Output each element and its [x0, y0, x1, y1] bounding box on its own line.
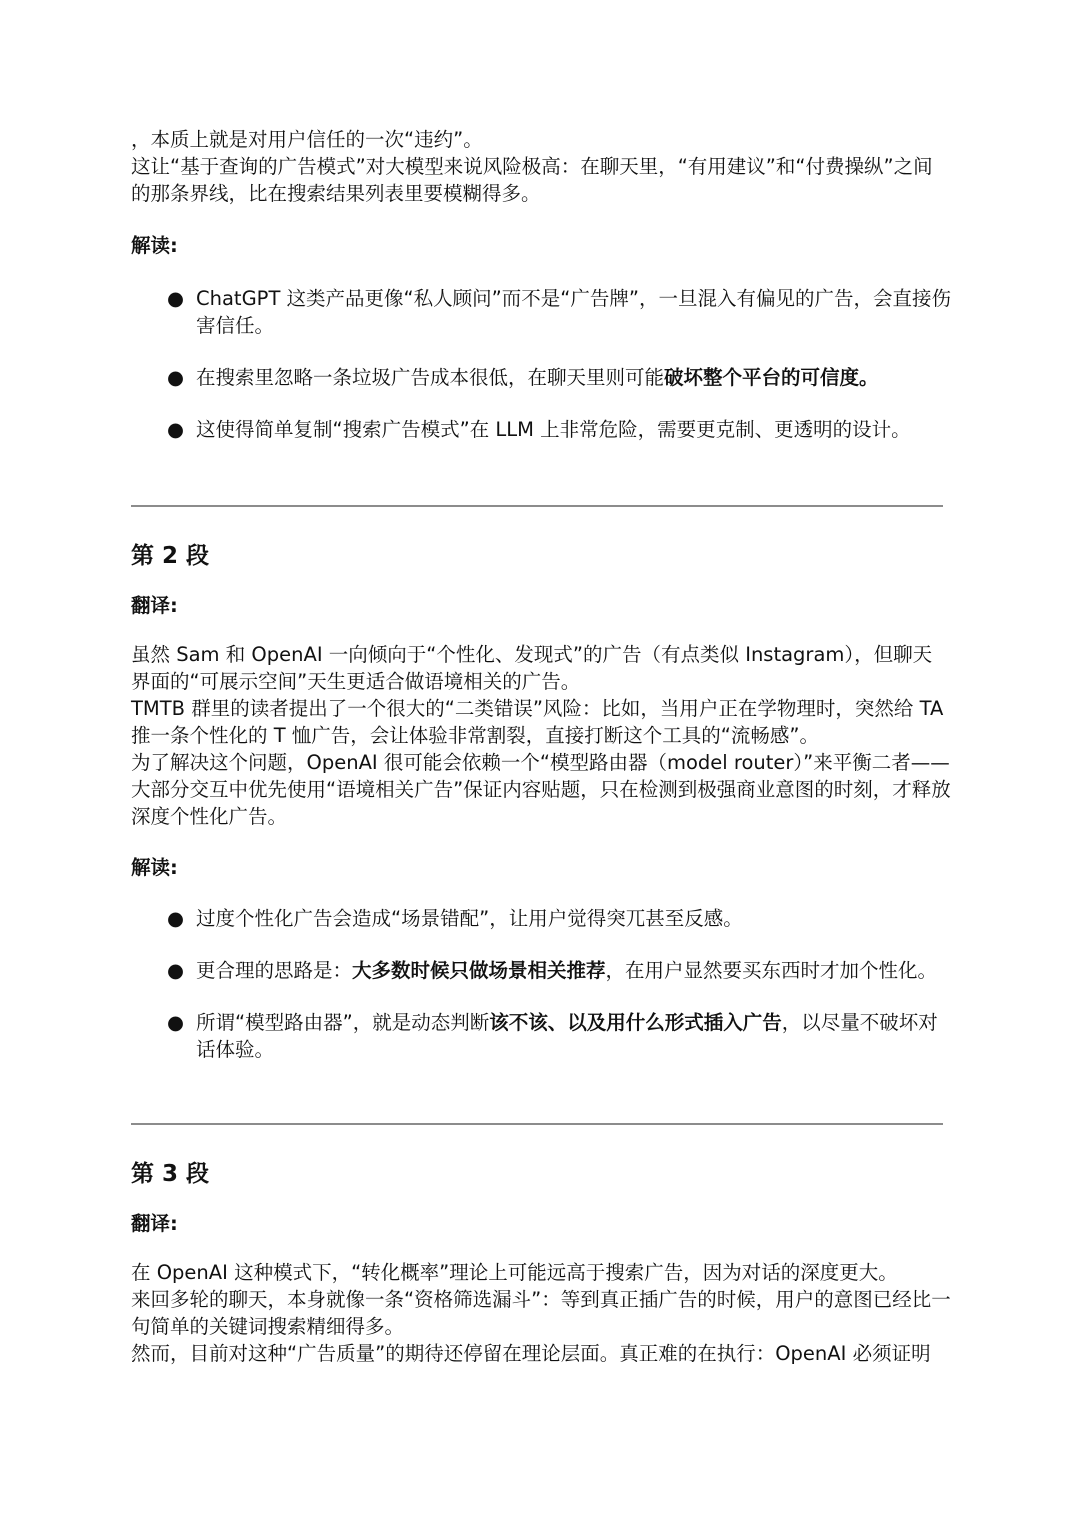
bullet-dot-icon: ●	[167, 907, 185, 930]
section2-bullet-list	[131, 905, 951, 1063]
translation-paragraph: TMTB 群里的读者提出了一个很大的“二类错误”风险：比如，当用户正在学物理时，突然给 TA 推一条个性化的 T 恤广告，会让体验非常割裂，直接打断这个工具的“流畅感”。	[131, 697, 944, 747]
bullet-dot-icon: ●	[167, 287, 185, 310]
bullet-item: ● 过度个性化广告会造成“场景错配”，让用户觉得突兀甚至反感。	[167, 907, 743, 930]
intro-line: 这让“基于查询的广告模式”对大模型来说风险极高：在聊天里，“有用建议”和“付费操纵”之间的那条界线，比在搜索结果列表里要模糊得多。	[131, 155, 933, 205]
bullet-item: ● 更合理的思路是：大多数时候只做场景相关推荐，在用户显然要买东西时才加个性化。	[167, 959, 938, 982]
translation-paragraph: 虽然 Sam 和 OpenAI 一向倾向于“个性化、发现式”的广告（有点类似 Instagram），但聊天界面的“可展示空间”天生更适合做语境相关的广告。	[131, 643, 933, 693]
translate-label: 翻译:	[131, 594, 178, 617]
translation-block	[131, 641, 951, 830]
interpret-label: 解读:	[131, 234, 178, 257]
translation-paragraph: 在 OpenAI 这种模式下，“转化概率”理论上可能远高于搜索广告，因为对话的深度更大。	[131, 1261, 898, 1284]
translation-paragraph: 来回多轮的聊天，本身就像一条“资格筛选漏斗”：等到真正插广告的时候，用户的意图已经比一句简单的关键词搜索精细得多。	[131, 1288, 951, 1338]
section-heading: 第 2 段	[131, 543, 210, 569]
translation-paragraph: 为了解决这个问题，OpenAI 很可能会依赖一个“模型路由器（model router）”来平衡二者——大部分交互中优先使用“语境相关广告”保证内容贴题，只在检测到极强商业意图的时刻，才释放深度个性化广告。	[131, 751, 951, 828]
section-divider	[131, 1123, 943, 1125]
bullet-item: ● 在搜索里忽略一条垃圾广告成本很低，在聊天里则可能破坏整个平台的可信度。	[167, 366, 879, 389]
bullet-dot-icon: ●	[167, 959, 185, 982]
translate-label: 翻译:	[131, 1212, 178, 1235]
bullet-item: ● 所谓“模型路由器”，就是动态判断该不该、以及用什么形式插入广告，以尽量不破坏对话体验。	[167, 1011, 938, 1061]
section-heading: 第 3 段	[131, 1161, 210, 1187]
intro-line: ，本质上就是对用户信任的一次“违约”。	[131, 128, 483, 151]
bullet-item: ● ChatGPT 这类产品更像“私人顾问”而不是“广告牌”，一旦混入有偏见的广告，会直接伤害信任。	[167, 287, 951, 337]
intro-block	[131, 126, 951, 207]
translation-paragraph: 然而，目前对这种“广告质量”的期待还停留在理论层面。真正难的在执行：OpenAI 必须证明	[131, 1342, 931, 1365]
bullet-item: ● 这使得简单复制“搜索广告模式”在 LLM 上非常危险，需要更克制、更透明的设计。	[167, 418, 911, 441]
bullet-dot-icon: ●	[167, 366, 185, 389]
section-divider	[131, 505, 943, 507]
translation-block	[131, 1259, 951, 1367]
bullet-dot-icon: ●	[167, 418, 185, 441]
intro-bullet-list	[131, 285, 951, 443]
interpret-label: 解读:	[131, 856, 178, 879]
bullet-dot-icon: ●	[167, 1011, 185, 1034]
document-page	[131, 126, 951, 1367]
